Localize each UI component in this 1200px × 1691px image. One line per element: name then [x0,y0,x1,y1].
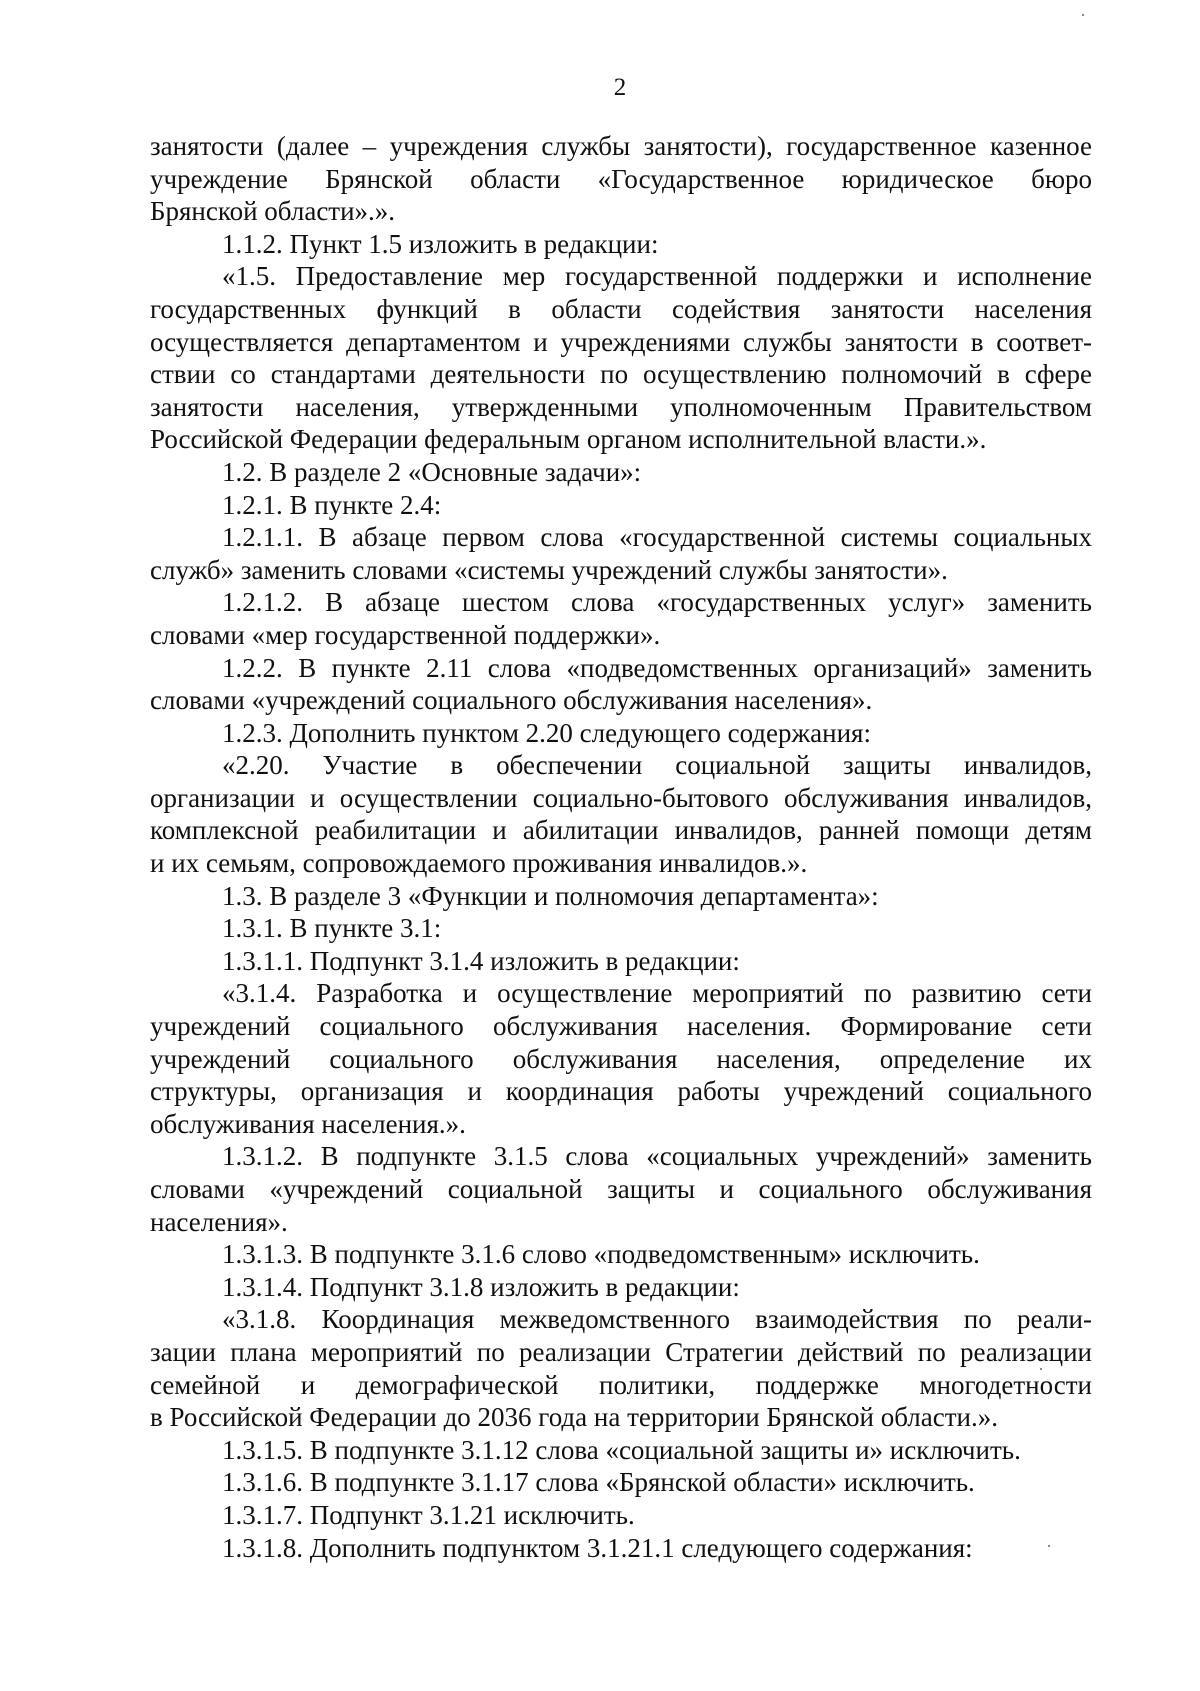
text-line: и их семьям, сопровождаемого проживания инвалидов.». [150,848,808,879]
text-line: «1.5. Предоставление мер государственной поддержки и исполнение [222,261,1092,292]
text-line: 1.2.1.1. В абзаце первом слова «государственной системы социальных [222,522,1092,553]
text-line: учреждений социального обслуживания населения, определение их [150,1043,1092,1074]
text-line: структуры, организация и координация работы учреждений социального [150,1076,1092,1107]
text-line: 1.2.2. В пункте 2.11 слова «подведомственных организаций» заменить [222,652,1092,683]
text-line: учреждений социального обслуживания населения. Формирование сети [150,1011,1092,1042]
text-line: занятости (далее – учреждения службы занятости), государственное казенное [150,131,1092,161]
scan-speck [1048,1545,1050,1547]
text-line: Российской Федерации федеральным органом исполнительной власти.». [150,424,987,455]
text-line: 1.3.1.7. Подпункт 3.1.21 исключить. [222,1499,635,1530]
text-line: комплексной реабилитации и абилитации инвалидов, ранней помощи детям [150,815,1092,846]
page-number: 2 [613,74,627,101]
text-line: 1.3.1.5. В подпункте 3.1.12 слова «социальной защиты и» исключить. [222,1434,1021,1465]
text-line: 1.2. В разделе 2 «Основные задачи»: [222,456,642,487]
text-line: 1.3.1.1. Подпункт 3.1.4 изложить в редакции: [222,945,740,976]
text-line: 1.1.2. Пункт 1.5 изложить в редакции: [222,228,659,259]
text-line: 1.2.1. В пункте 2.4: [222,489,442,520]
text-line: зации плана мероприятий по реализации Стратегии действий по реализации [150,1336,1092,1367]
text-line: словами «учреждений социальной защиты и социального обслуживания [150,1174,1092,1204]
text-line: 1.3.1.4. Подпункт 3.1.8 изложить в редакции: [222,1271,740,1302]
scan-speck [1082,14,1084,16]
text-line: населения». [150,1206,288,1237]
text-line: словами «мер государственной поддержки». [150,619,661,650]
text-line: семейной и демографической политики, поддержке многодетности [150,1369,1092,1400]
text-line: осуществляется департаментом и учреждениями службы занятости в соответ- [150,326,1092,357]
scan-speck [1040,1368,1042,1370]
text-line: 1.3.1.8. Дополнить подпунктом 3.1.21.1 следующего содержания: [222,1532,973,1563]
document-body [150,130,1092,1564]
text-line: служб» заменить словами «системы учреждений службы занятости». [150,554,948,585]
text-line: 1.3.1.6. В подпункте 3.1.17 слова «Брянской области» исключить. [222,1467,975,1498]
text-line: обслуживания населения.». [150,1108,466,1139]
text-line: организации и осуществлении социально-бытового обслуживания инвалидов, [150,782,1092,813]
text-line: словами «учреждений социального обслуживания населения». [150,685,873,716]
text-line: «2.20. Участие в обеспечении социальной защиты инвалидов, [222,750,1092,781]
text-line: «3.1.4. Разработка и осуществление мероприятий по развитию сети [222,978,1092,1009]
text-line: 1.3.1. В пункте 3.1: [222,913,442,944]
text-line: 1.3. В разделе 3 «Функции и полномочия департамента»: [222,880,879,911]
text-line: Брянской области».». [150,196,396,227]
text-line: ствии со стандартами деятельности по осуществлению полномочий в сфере [150,359,1092,390]
text-line: в Российской Федерации до 2036 года на территории Брянской области.». [150,1402,998,1433]
text-line: 1.3.1.2. В подпункте 3.1.5 слова «социальных учреждений» заменить [222,1141,1092,1172]
text-line: 1.2.1.2. В абзаце шестом слова «государственных услуг» заменить [222,587,1092,618]
text-line: учреждение Брянской области «Государственное юридическое бюро [150,163,1092,194]
text-line: занятости населения, утвержденными уполномоченным Правительством [150,391,1092,422]
text-line: 1.3.1.3. В подпункте 3.1.6 слово «подведомственным» исключить. [222,1239,980,1270]
text-line: государственных функций в области содействия занятости населения [150,293,1092,324]
text-line: 1.2.3. Дополнить пунктом 2.20 следующего содержания: [222,717,871,748]
text-line: «3.1.8. Координация межведомственного взаимодействия по реали- [222,1304,1092,1335]
